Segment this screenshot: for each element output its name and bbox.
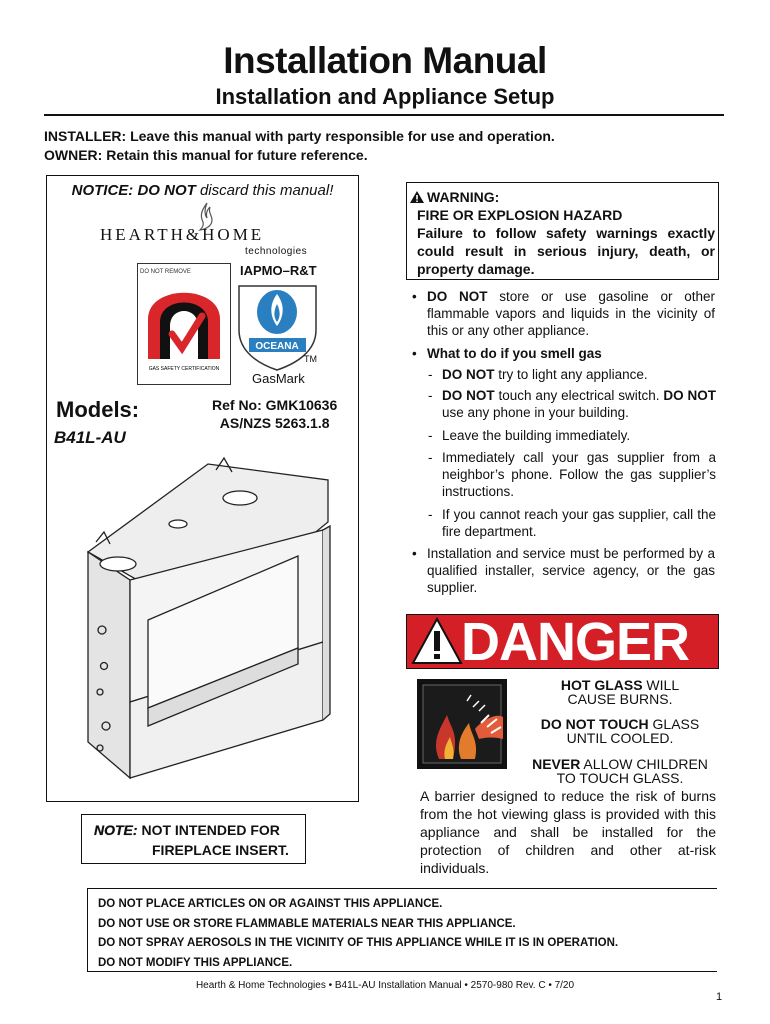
bottom-warning: DO NOT MODIFY THIS APPLIANCE.	[98, 956, 293, 969]
warning-heading: WARNING:	[427, 189, 500, 205]
page-title: Installation Manual	[223, 40, 547, 81]
ref-number: Ref No: GMK10636	[212, 397, 338, 413]
danger-line-3: NEVER ALLOW CHILDREN	[532, 756, 708, 772]
warning-bullet-2: • What to do if you smell gas	[412, 346, 602, 361]
reference-info	[212, 396, 337, 432]
instructions	[44, 127, 555, 165]
bottom-warning: DO NOT PLACE ARTICLES ON OR AGAINST THIS APPLIANCE.	[98, 898, 443, 910]
brand-subtitle: technologies	[245, 246, 308, 257]
iapmo-label: IAPMO–R&T	[240, 263, 317, 278]
barrier-text: A barrier designed to reduce the risk of burns from the hot viewing glass is provided with this appliance and shall be installed for the protection of children and other at-risk individuals.	[420, 788, 716, 876]
header-divider	[44, 114, 724, 116]
svg-text:GAS SAFETY CERTIFICATION: GAS SAFETY CERTIFICATION	[148, 366, 220, 372]
warning-subheading: FIRE OR EXPLOSION HAZARD	[417, 207, 623, 223]
danger-heading: DANGER	[461, 612, 690, 672]
page-subtitle: Installation and Appliance Setup	[215, 84, 555, 109]
danger-line-2: DO NOT TOUCH GLASS	[540, 716, 700, 732]
warning-bullet-3: • Installation and service must be performed by a qualified installer, service agency, or the gas supplier.	[412, 546, 715, 595]
models-label: Models:	[56, 397, 140, 422]
aga-certification-logo	[137, 263, 231, 385]
trademark-label: TM	[304, 354, 317, 364]
gas-step-4: - Immediately call your gas supplier from a neighbor’s phone. Follow the gas supplier’s instructions.	[428, 450, 716, 499]
gasmark-label: GasMark	[252, 371, 305, 386]
gas-step-2: - DO NOT touch any electrical switch. DO NOT use any phone in your building.	[428, 388, 717, 420]
aga-certification-mark-icon	[138, 264, 230, 384]
owner-instruction: OWNER: Retain this manual for future reference.	[44, 147, 368, 163]
model-name: B41L-AU	[54, 428, 126, 447]
gas-step-3: - Leave the building immediately.	[428, 428, 631, 443]
danger-line-2b: UNTIL COOLED.	[566, 730, 674, 746]
bottom-warnings	[98, 895, 618, 973]
aga-logo-label: DO NOT REMOVE	[140, 269, 191, 275]
gas-step-1: - DO NOT try to light any appliance.	[428, 367, 648, 382]
notice-text: NOTICE: DO NOT discard this manual!	[71, 182, 334, 199]
fireplace-illustration-icon	[68, 452, 346, 784]
hot-glass-hand-icon	[417, 679, 507, 769]
warning-bullet-1: • DO NOT store or use gasoline or other flammable vapors and liquids in the vicinity of this or any other appliance.	[412, 289, 716, 338]
note-line-2: FIREPLACE INSERT.	[152, 842, 289, 858]
installer-instruction: INSTALLER: Leave this manual with party responsible for use and operation.	[44, 128, 555, 144]
footer-text: Hearth & Home Technologies • B41L-AU Installation Manual • 2570-980 Rev. C • 7/20	[195, 980, 575, 991]
brand-logo: HEARTH&HOME	[100, 225, 265, 244]
warning-triangle-icon	[409, 190, 425, 204]
note-line-1: NOTE: NOT INTENDED FOR	[94, 822, 280, 838]
warning-text: Failure to follow safety warnings exactly could result in serious injury, death, or property damage.	[417, 225, 715, 277]
danger-triangle-icon	[411, 617, 463, 665]
danger-line-1: HOT GLASS WILL	[560, 677, 680, 693]
standard-number: AS/NZS 5263.1.8	[219, 415, 330, 431]
bottom-warning: DO NOT USE OR STORE FLAMMABLE MATERIALS NEAR THIS APPLIANCE.	[98, 917, 516, 930]
bottom-warning: DO NOT SPRAY AEROSOLS IN THE VICINITY OF THIS APPLIANCE WHILE IT IS IN OPERATION.	[98, 937, 619, 949]
svg-text:OCEANA: OCEANA	[255, 341, 299, 352]
gas-step-5: - If you cannot reach your gas supplier, call the fire department.	[428, 507, 716, 539]
danger-line-1b: CAUSE BURNS.	[567, 691, 673, 707]
note-box	[81, 814, 306, 864]
page-number: 1	[716, 991, 723, 1003]
danger-line-3b: TO TOUCH GLASS.	[556, 770, 684, 786]
